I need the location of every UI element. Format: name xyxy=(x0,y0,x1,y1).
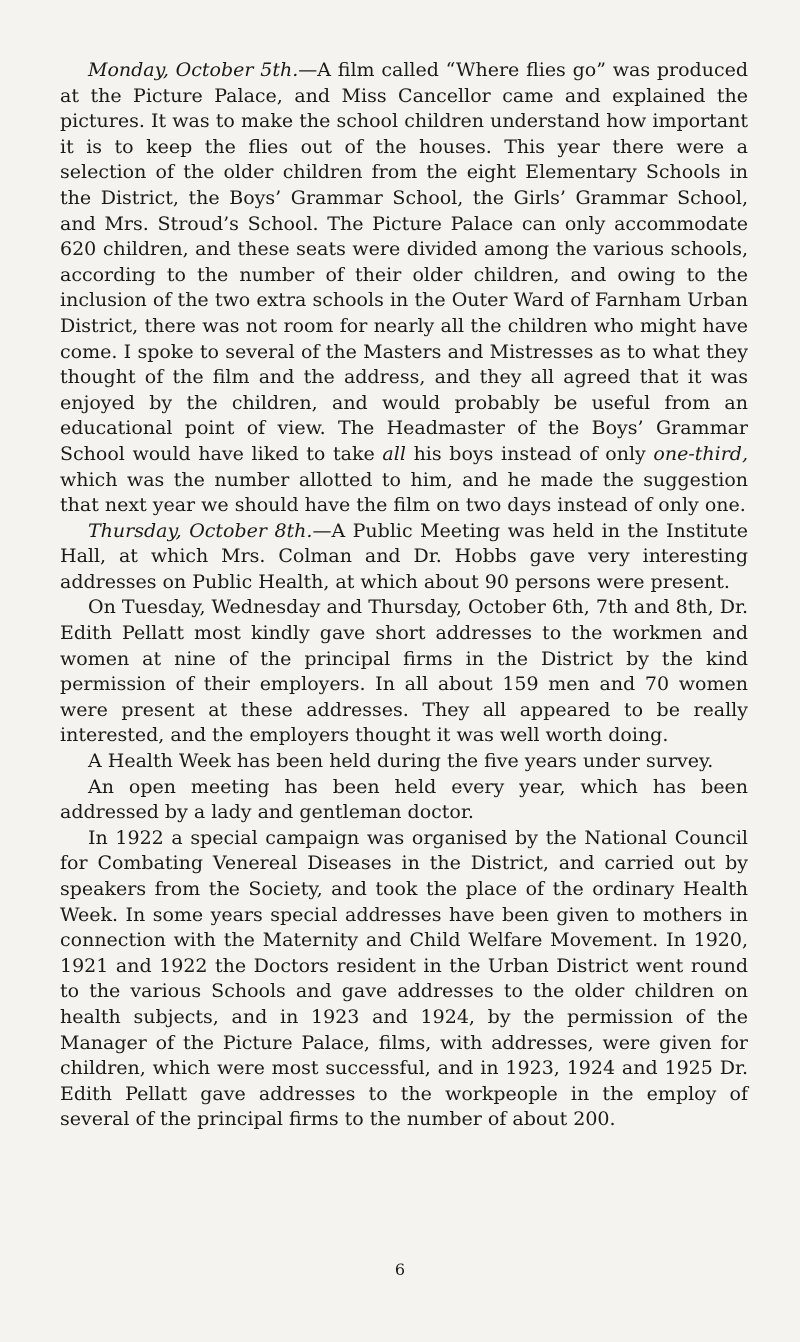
paragraph-health-week xyxy=(60,749,748,775)
paragraph-lead-date: Thursday, October 8th. xyxy=(88,519,313,542)
paragraph-workmen-addresses xyxy=(60,595,748,749)
paragraph-text: An open meeting has been held every year, which has been addressed by a lady and gentleman doctor. xyxy=(60,775,748,824)
paragraph-text: In 1922 a special campaign was organised by the National Council for Combating Venereal Diseases in the District, and carried out by speakers from the Society, and took the place of the ordinary Health Week. In some years special addresses have been given to mothers in connection with the Maternity and Child Welfare Movement. In 1920, 1921 and 1922 the Doctors resident in the Urban District went round to the various Schools and gave addresses to the older children on health subjects, and in 1923 and 1924, by the permission of the Manager of the Picture Palace, films, with addresses, were given for children, which were most successful, and in 1923, 1924 and 1925 Dr. Edith Pellatt gave addresses to the workpeople in the employ of several of the principal firms to the number of about 200. xyxy=(60,826,748,1131)
paragraph-text: which was the number allotted to him, and he made the suggestion that next year we should have the film on two days instead of only one. xyxy=(60,468,748,517)
paragraph-campaign xyxy=(60,826,748,1133)
paragraph-text: A Health Week has been held during the five years under survey. xyxy=(88,750,714,773)
paragraph-text: On Tuesday, Wednesday and Thursday, October 6th, 7th and 8th, Dr. Edith Pellatt most kindly gave short addresses to the workmen and women at nine of the principal firms in the District by the kind permission of their employers. In all about 159 men and 70 women were present at these addresses. They all appeared to be really interested, and the employers thought it was well worth doing. xyxy=(60,596,748,747)
paragraph-text: —A film called “Where flies go” was produced at the Picture Palace, and Miss Cancellor came and explained the pictures. It was to make the school children understand how important it is to keep the flies out of the houses. This year there were a selection of the older children from the eight Elementary Schools in the District, the Boys’ Grammar School, the Girls’ Grammar School, and Mrs. Stroud’s School. The Picture Palace can only accommodate 620 children, and these seats were divided among the various schools, according to the number of their older children, and owing to the inclusion of the two extra schools in the Outer Ward of Farnham Urban District, there was not room for nearly all the children who might have come. I spoke to several of the Masters and Mistresses as to what they thought of the film and the address, and they all agreed that it was enjoyed by the children, and would probably be useful from an educational point of view. The Headmaster of the Boys’ Grammar School would have liked to take xyxy=(60,59,749,465)
paragraph-text: —A Public Meeting was held in the Institute Hall, at which Mrs. Colman and Dr. Hobbs gave very interesting addresses on Public Health, at which about 90 persons were present. xyxy=(60,519,748,593)
paragraph-film-day xyxy=(60,58,748,519)
paragraph-lead-date: Monday, October 5th. xyxy=(88,59,299,81)
body-text xyxy=(60,58,748,1133)
emphasis-one-third: one-third, xyxy=(653,442,748,465)
emphasis-all: all xyxy=(382,442,406,465)
paragraph-public-meeting xyxy=(60,519,748,596)
paragraph-text: his boys instead of only xyxy=(405,442,654,465)
paragraph-open-meeting xyxy=(60,775,748,826)
page-number: 6 xyxy=(394,1260,406,1279)
